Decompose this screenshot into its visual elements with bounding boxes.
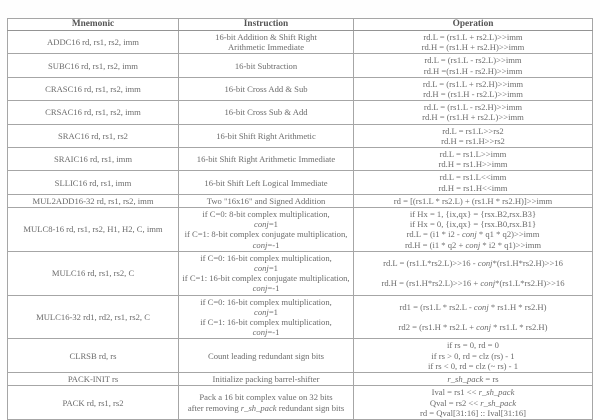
instruction-cell	[179, 148, 354, 171]
operation-line: rd.H = rs1.H>>imm	[438, 159, 508, 170]
mnemonic-text: SUBC16 rd, rs1, rs2, imm	[47, 60, 138, 71]
instruction-line: 16-bit Shift Right Arithmetic Immediate	[196, 154, 336, 165]
operation-cell	[354, 386, 593, 420]
operation-line: rd.L = (rs1.L - rs2.L)>>imm	[424, 55, 522, 66]
operation-line: rd.L = rs1.L<<imm	[439, 172, 507, 183]
instruction-cell	[179, 54, 354, 77]
operation-line: Qval = rs2 << r_sh_pack	[429, 397, 517, 408]
header-row	[8, 19, 593, 31]
operation-line: rd1 = (rs1.L * rs2.L - conj * rs1.H * rs2.H)	[399, 301, 547, 312]
instruction-line: Initialize packing barrel-shifter	[212, 374, 320, 385]
table-row	[8, 194, 593, 207]
mnemonic-cell	[8, 77, 179, 100]
instruction-line: Arithmetic Immediate	[227, 42, 305, 53]
instruction-line: 16-bit Addition & Shift Right	[215, 32, 317, 42]
operation-cell	[354, 194, 593, 207]
operation-line: rd.L = (rs1.L - rs2.H)>>imm	[423, 102, 523, 113]
column-header-operation: Operation	[354, 19, 593, 31]
instruction-cell	[179, 295, 354, 339]
mnemonic-cell	[8, 101, 179, 124]
mnemonic-text: MULC16-32 rd1, rd2, rs1, rs2, C	[36, 311, 150, 322]
column-header-instruction: Instruction	[179, 19, 354, 31]
operation-line: rd = Qval[31:16] :: Ival[31:16]	[419, 407, 527, 418]
operation-cell	[354, 124, 593, 147]
mnemonic-text: CRASC16 rd, rs1, rs2, imm	[45, 83, 141, 94]
instruction-line: conj=-1	[252, 327, 280, 338]
operation-cell	[354, 148, 593, 171]
operation-cell	[354, 251, 593, 295]
mnemonic-cell	[8, 373, 179, 386]
spacer-line	[356, 312, 590, 322]
instruction-line: Count leading redundant sign bits	[207, 350, 324, 361]
mnemonic-text: SRAIC16 rd, rs1, imm	[53, 154, 133, 165]
operation-line: rd.H = (rs1.H - rs2.L)>>imm	[423, 89, 523, 100]
instruction-line: conj=-1	[252, 283, 280, 294]
instruction-line: Pack a 16 bit complex value on 32 bits	[199, 392, 333, 403]
mnemonic-text: SRAC16 rd, rs1, rs2	[58, 130, 128, 141]
table-row	[8, 148, 593, 171]
mnemonic-text: MULC16 rd, rs1, rs2, C	[51, 268, 135, 279]
operation-line: rd.H = (rs1.H*rs2.L)>>16 + conj*(rs1.L*rs2.H)>>16	[381, 278, 565, 289]
spacer-line	[356, 268, 590, 278]
operation-line: r_sh_pack = rs	[447, 374, 499, 385]
operation-cell	[354, 101, 593, 124]
mnemonic-cell	[8, 208, 179, 252]
mnemonic-text: ADDC16 rd, rs1, rs2, imm	[47, 37, 139, 48]
instruction-line: 16-bit Shift Left Logical Immediate	[204, 177, 328, 188]
operation-line: if rs < 0, rd = clz (~ rs) - 1	[428, 360, 518, 371]
instruction-line: if C=1: 16-bit complex conjugate multiplication,	[182, 273, 350, 284]
instruction-cell	[179, 373, 354, 386]
operation-line: rd.L = (rs1.L + rs2.L)>>imm	[423, 32, 523, 42]
instruction-line: if C=0: 8-bit complex multiplication,	[202, 209, 330, 220]
operation-line: rd.H = (rs1.H + rs2.L)>>imm	[422, 112, 524, 123]
operation-cell	[354, 295, 593, 339]
operation-line: rd.L = rs1.L>>rs2	[442, 125, 504, 136]
mnemonic-cell	[8, 54, 179, 77]
instruction-line: if C=1: 8-bit complex conjugate multiplication,	[184, 229, 348, 240]
operation-line: rd.L = (i1 * i2 - conj * q1 * q2)>>imm	[406, 229, 540, 240]
operation-line: rd.H = rs1.H<<imm	[438, 182, 508, 193]
table-row	[8, 339, 593, 373]
mnemonic-text: MUL2ADD16-32 rd, rs1, rs2, imm	[32, 195, 154, 206]
operation-line: rd.L = (rs1.L*rs2.L)>>16 - conj*(rs1.H*rs2.H)>>16	[383, 257, 563, 268]
instruction-line: conj=1	[254, 219, 278, 230]
instruction-line: conj=1	[254, 263, 278, 274]
mnemonic-text: MULC8-16 rd, rs1, rs2, H1, H2, C, imm	[23, 224, 163, 235]
mnemonic-text: PACK-INIT rs	[67, 374, 119, 385]
table-row	[8, 295, 593, 339]
operation-line: rd2 = (rs1.H * rs2.L + conj * rs1.L * rs2.H)	[398, 322, 548, 333]
table-row	[8, 386, 593, 420]
table-row	[8, 373, 593, 386]
table-row	[8, 208, 593, 252]
instruction-cell	[179, 339, 354, 373]
instruction-cell	[179, 31, 354, 54]
table-row	[8, 171, 593, 194]
table-row	[8, 124, 593, 147]
instruction-cell	[179, 171, 354, 194]
mnemonic-cell	[8, 194, 179, 207]
operation-line: rd.L = (rs1.L + rs2.H)>>imm	[422, 78, 524, 89]
instruction-line: conj=1	[254, 306, 278, 317]
mnemonic-cell	[8, 339, 179, 373]
instruction-line: 16-bit Cross Add & Sub	[224, 83, 308, 94]
operation-line: if rs > 0, rd = clz (rs) - 1	[431, 350, 515, 361]
operation-cell	[354, 54, 593, 77]
table-row	[8, 77, 593, 100]
instruction-cell	[179, 194, 354, 207]
operation-line: rd.H =(rs1.H - rs2.H)>>imm	[423, 65, 523, 76]
instruction-cell	[179, 251, 354, 295]
operation-cell	[354, 208, 593, 252]
instruction-line: after removing r_sh_pack redundant sign bits	[187, 402, 345, 413]
mnemonic-cell	[8, 295, 179, 339]
operation-line: if rs = 0, rd = 0	[447, 340, 499, 351]
table-row	[8, 251, 593, 295]
column-header-mnemonic: Mnemonic	[8, 19, 179, 31]
table-row	[8, 54, 593, 77]
instruction-line: if C=0: 16-bit complex multiplication,	[200, 252, 332, 263]
instruction-cell	[179, 124, 354, 147]
instruction-line: if C=0: 16-bit complex multiplication,	[200, 296, 332, 307]
mnemonic-text: SLLIC16 rd, rs1, imm	[54, 177, 132, 188]
operation-line: rd.H = (rs1.H + rs2.H)>>imm	[421, 42, 525, 53]
table-row	[8, 31, 593, 54]
operation-line: Ival = rs1 << r_sh_pack	[431, 387, 515, 398]
operation-cell	[354, 77, 593, 100]
instruction-line: Two "16x16" and Signed Addition	[206, 195, 326, 206]
mnemonic-text: CLRSB rd, rs	[69, 350, 117, 361]
instruction-set-table	[7, 18, 593, 420]
instruction-line: 16-bit Cross Sub & Add	[224, 107, 308, 118]
mnemonic-text: CRSAC16 rd, rs1, rs2, imm	[45, 107, 141, 118]
operation-line: if Hx = 0, {ix,qx} = {rsx.B0,rsx.B1}	[409, 219, 537, 230]
instruction-cell	[179, 77, 354, 100]
instruction-line: if C=1: 16-bit complex multiplication,	[200, 317, 332, 328]
mnemonic-cell	[8, 251, 179, 295]
operation-cell	[354, 373, 593, 386]
operation-line: rd = [(rs1.L * rs2.L) + (rs1.H * rs2.H)]>>imm	[393, 195, 553, 206]
operation-line: rd.H = (i1 * q2 + conj * i2 * q1)>>imm	[404, 239, 542, 250]
mnemonic-cell	[8, 148, 179, 171]
mnemonic-cell	[8, 124, 179, 147]
operation-cell	[354, 339, 593, 373]
instruction-cell	[179, 208, 354, 252]
instruction-line: 16-bit Shift Right Arithmetic	[216, 130, 316, 141]
instruction-cell	[179, 101, 354, 124]
operation-cell	[354, 31, 593, 54]
mnemonic-cell	[8, 31, 179, 54]
mnemonic-text: PACK rd, rs1, rs2	[62, 397, 124, 408]
operation-line: rd.H = rs1.H>>rs2	[441, 135, 505, 146]
mnemonic-cell	[8, 386, 179, 420]
operation-line: if Hx = 1, {ix,qx} = {rsx.B2,rsx.B3}	[409, 209, 537, 220]
operation-cell	[354, 171, 593, 194]
instruction-line: 16-bit Subtraction	[234, 60, 298, 71]
instruction-line: conj=-1	[252, 239, 280, 250]
instruction-cell	[179, 386, 354, 420]
operation-line: rd.L = rs1.L>>imm	[439, 149, 507, 160]
mnemonic-cell	[8, 171, 179, 194]
table-row	[8, 101, 593, 124]
